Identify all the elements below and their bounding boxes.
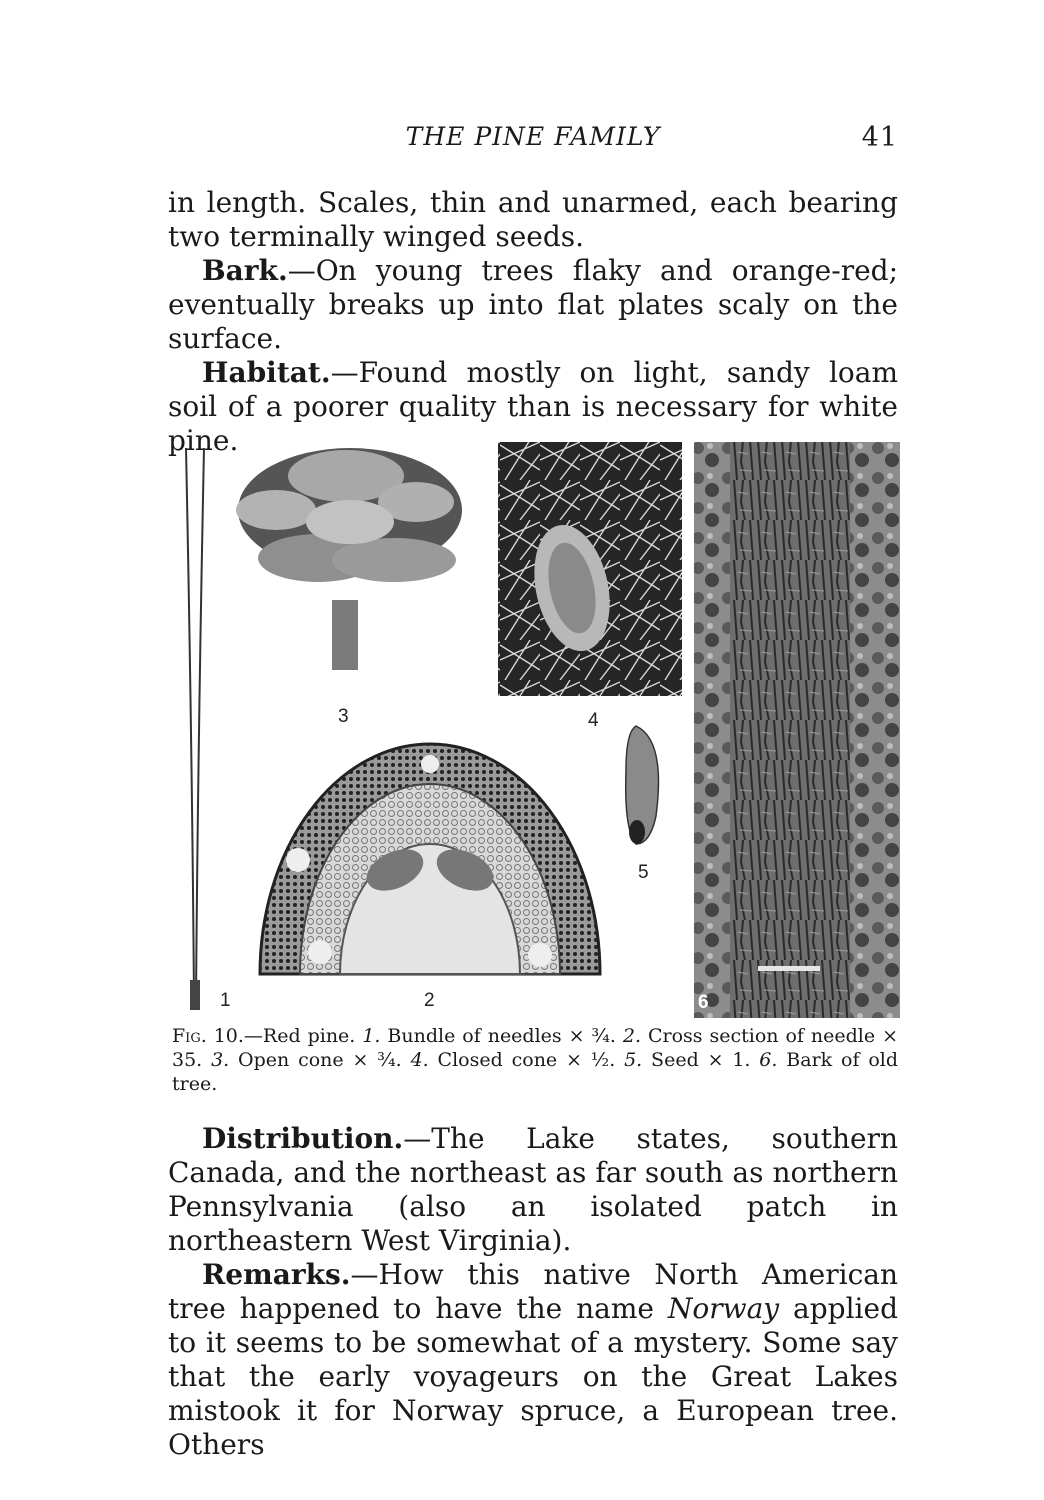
caption-num-2: 2. — [622, 1025, 642, 1047]
paragraph-remarks — [168, 1258, 898, 1462]
figure-label-5: 5 — [638, 862, 649, 883]
needle-cross-section-illustration — [260, 744, 600, 974]
running-head-title: THE PINE FAMILY — [405, 122, 661, 151]
caption-text-6: Bark of old tree. — [172, 1049, 898, 1095]
bark-text: —On young trees flaky and orange-red; eventually breaks up into flat plates scaly on the surface. — [168, 254, 898, 355]
paragraph-continued: in length. Scales, thin and unarmed, each bearing two terminally winged seeds. — [168, 186, 898, 253]
caption-text-2: Cross section of needle × 35. — [172, 1025, 898, 1071]
caption-num-4: 4. — [410, 1049, 429, 1071]
remarks-italic: Norway — [667, 1292, 780, 1325]
tree-bark-photo — [694, 442, 900, 1018]
open-cone-illustration — [236, 448, 462, 670]
paragraph-bark — [168, 254, 898, 356]
remarks-heading: Remarks. — [202, 1258, 351, 1291]
figure-label-1: 1 — [220, 990, 231, 1011]
figure-label-4: 4 — [588, 710, 599, 731]
text-block-bottom — [168, 1122, 898, 1462]
paragraph-distribution — [168, 1122, 898, 1258]
habitat-text: —Found mostly on light, sandy loam soil of a poorer quality than is necessary for white pine. — [168, 356, 898, 457]
figure-label-2: 2 — [424, 990, 435, 1011]
distribution-heading: Distribution. — [202, 1122, 404, 1155]
caption-lead: 10.—Red pine. — [206, 1025, 363, 1047]
caption-num-5: 5. — [624, 1049, 643, 1071]
figure-caption — [172, 1024, 898, 1096]
remarks-text-b: applied to it seems to be somewhat of a mystery. Some say that the early voyageurs on the Great Lakes mistook it for Norway spruce, a European tree. Others — [168, 1292, 898, 1461]
needle-bundle-illustration — [186, 448, 204, 1010]
distribution-text: —The Lake states, southern Canada, and the northeast as far south as northern Pennsylvania (also an isolated patch in northeastern West Virginia). — [168, 1122, 898, 1257]
caption-text-1: Bundle of needles × ¾. — [380, 1025, 623, 1047]
closed-cone-photo — [498, 442, 682, 696]
caption-num-3: 3. — [211, 1049, 230, 1071]
seed-illustration — [626, 726, 659, 844]
caption-num-6: 6. — [759, 1049, 778, 1071]
figure-red-pine — [180, 440, 900, 1020]
caption-fig: Fig. — [172, 1025, 207, 1047]
figure-label-3: 3 — [338, 706, 349, 727]
caption-text-4: Closed cone × ½. — [428, 1049, 625, 1071]
caption-text-5: Seed × 1. — [642, 1049, 760, 1071]
habitat-heading: Habitat. — [202, 356, 331, 389]
page-number: 41 — [861, 122, 898, 153]
running-head — [168, 122, 898, 158]
caption-text-3: Open cone × ¾. — [229, 1049, 411, 1071]
remarks-text-a: —How this native North American tree happened to have the name — [168, 1258, 898, 1325]
bark-heading: Bark. — [202, 254, 288, 287]
figure-label-6: 6 — [698, 992, 709, 1013]
caption-num-1: 1. — [362, 1025, 381, 1047]
text-block-top — [168, 186, 898, 458]
